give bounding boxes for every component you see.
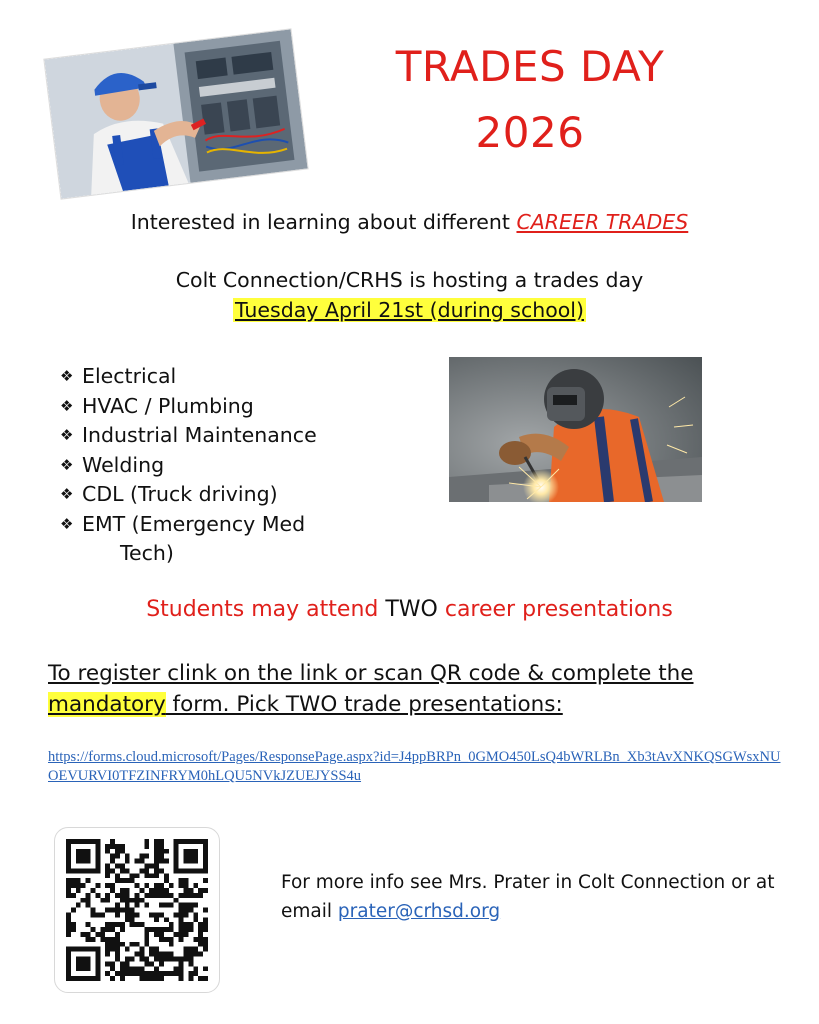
trade-label: Industrial Maintenance [82,423,317,447]
diamond-bullet-icon: ❖ [60,367,74,385]
register-rest: form. Pick TWO trade presentations: [165,692,563,717]
attend-line [0,597,819,622]
title-line-1: TRADES DAY [395,42,665,91]
hosting-line: Colt Connection/CRHS is hosting a trades day [175,268,644,292]
list-item [60,480,360,510]
qr-code[interactable] [54,827,220,993]
register-instructions [48,658,748,720]
trade-label [82,510,305,569]
contact-text: For more info see Mrs. Prater in Colt Connection or at email [281,872,775,922]
attend-emphasis: TWO [385,597,438,622]
diamond-bullet-icon: ❖ [60,485,74,503]
mandatory-highlight: mandatory [48,692,166,717]
register-line-1: To register clink on the link or scan QR code & complete the [48,661,694,686]
register-line-2 [48,689,748,720]
electrician-photo [44,29,307,198]
title-line-2: 2026 [475,108,585,157]
diamond-bullet-icon: ❖ [60,426,74,444]
contact-info [281,868,781,926]
welder-photo [449,357,702,502]
email-link[interactable]: prater@crhsd.org [337,901,501,922]
trade-label: CDL (Truck driving) [82,482,278,506]
trade-label-line-2: Tech) [120,541,174,565]
career-trades-text: CAREER TRADES [516,210,689,234]
attend-suffix: career presentations [437,597,673,622]
diamond-bullet-icon: ❖ [60,396,74,415]
trade-label: Welding [82,452,165,477]
trade-label: HVAC / Plumbing [82,393,254,418]
list-item [60,510,360,569]
list-item [60,362,360,392]
registration-form-link[interactable]: https://forms.cloud.microsoft/Pages/ResponsePage.aspx?id=J4ppBRPn_0GMO450LsQ4bWRLBn_Xb3tAvXNKQSGWsxNUOEVURVI0TFZINFRYM0hLQU5NVkJZUEJYSS4u [48,749,781,784]
intro-line [0,210,819,234]
event-date: Tuesday April 21st (during school) [235,298,584,322]
intro-prefix: Interested in learning about different [130,210,517,234]
trade-list [60,362,360,569]
diamond-bullet-icon: ❖ [60,455,74,474]
date-line [0,298,819,322]
list-item [60,421,360,451]
list-item [60,392,360,422]
qr-code-icon [66,839,208,981]
list-item [60,451,360,481]
attend-prefix: Students may attend [146,597,386,622]
trade-label-line-1: EMT (Emergency Med [82,511,306,536]
trade-label: Electrical [82,364,177,388]
diamond-bullet-icon: ❖ [60,514,74,533]
